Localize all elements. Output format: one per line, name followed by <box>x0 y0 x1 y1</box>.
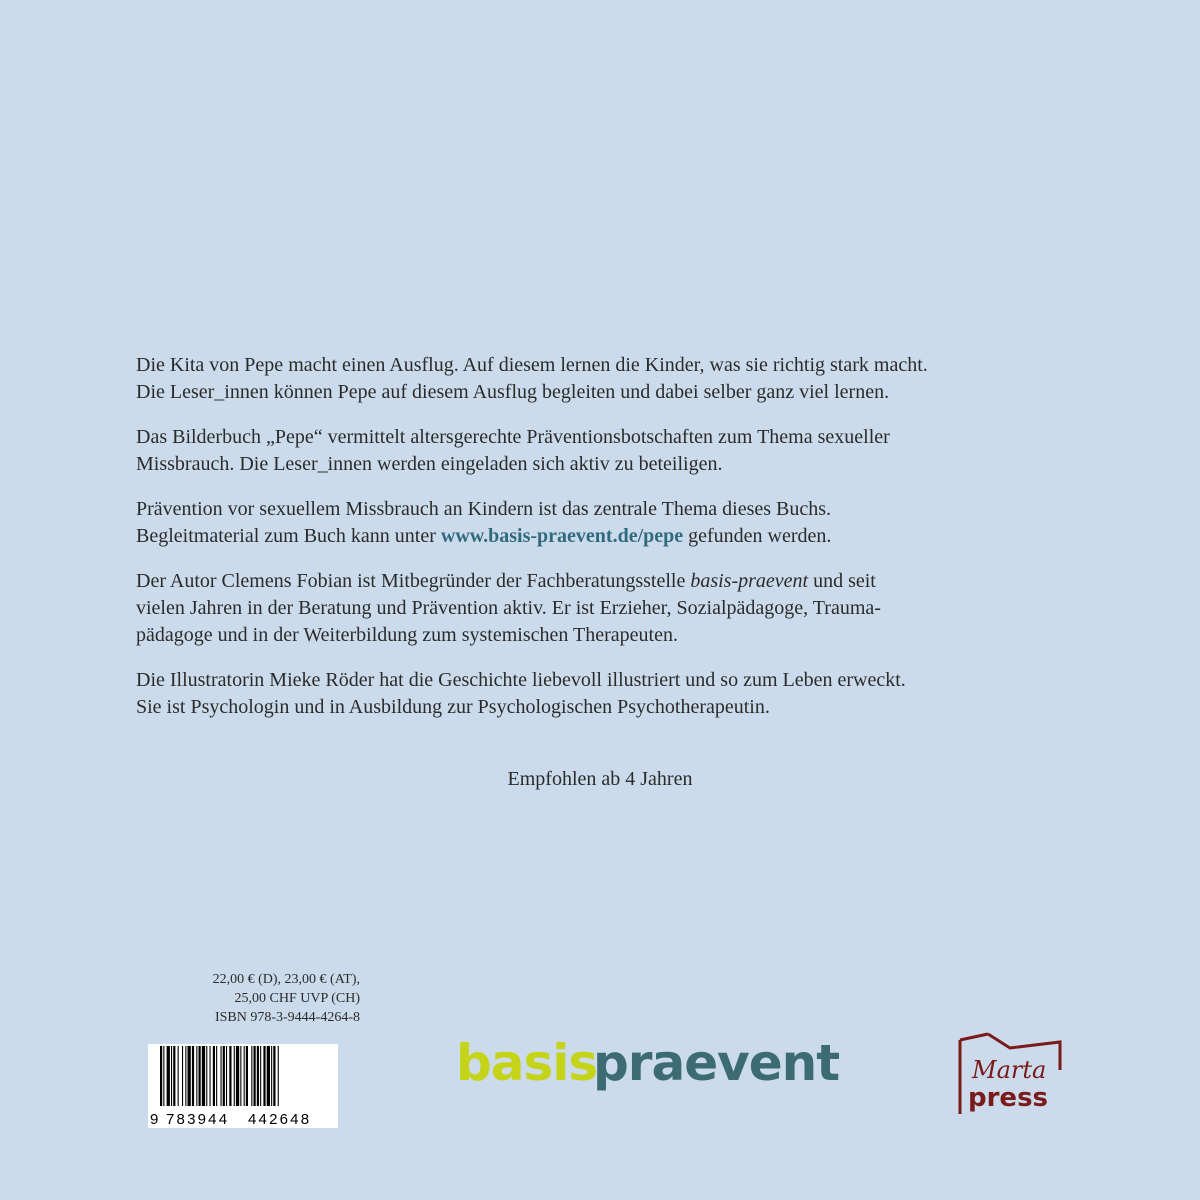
barcode-bar <box>278 1046 279 1106</box>
barcode-bar <box>254 1046 256 1106</box>
text-line: Missbrauch. Die Leser_innen werden eingeladen sich aktiv zu beteiligen. <box>136 453 723 475</box>
text-line: Prävention vor sexuellem Missbrauch an Kindern ist das zentrale Thema dieses Buchs. <box>136 498 832 520</box>
text-line: pädagoge und in der Weiterbildung zum systemischen Therapeuten. <box>136 624 678 646</box>
paragraph-intro <box>136 352 1076 406</box>
barcode-bar <box>240 1046 241 1106</box>
text-fragment: gefunden werden. <box>683 525 832 547</box>
barcode-bar <box>160 1046 162 1106</box>
barcode-bar <box>196 1046 197 1106</box>
barcode-bar <box>221 1046 222 1106</box>
marta-press-logo <box>950 1018 1070 1127</box>
barcode-bar <box>192 1046 194 1106</box>
paragraph-prevention <box>136 496 1076 550</box>
barcode-bar <box>251 1046 252 1106</box>
barcode-bar <box>178 1046 179 1106</box>
barcode-bar <box>226 1046 227 1106</box>
blurb-text <box>136 352 1076 739</box>
barcode-bar <box>185 1046 186 1106</box>
text-line <box>136 568 1076 595</box>
barcode-bar <box>260 1046 261 1106</box>
barcode-bar <box>273 1046 275 1106</box>
barcode-bar <box>173 1046 175 1106</box>
basis-praevent-logo-graphic <box>456 1034 840 1096</box>
organization-name: basis-praevent <box>690 570 809 592</box>
text-line: Sie ist Psychologin und in Ausbildung zur Psychologischen Psychotherapeutin. <box>136 696 770 718</box>
text-line: Die Leser_innen können Pepe auf diesem Ausflug begleiten und dabei selber ganz viel lernen. <box>136 381 890 403</box>
barcode-bar <box>234 1046 235 1106</box>
barcode-graphic <box>148 1044 338 1128</box>
barcode-bar <box>236 1046 239 1106</box>
marta-press-logo-graphic <box>950 1018 1070 1122</box>
paragraph-picture-book <box>136 424 1076 478</box>
barcode-bar <box>210 1046 211 1106</box>
barcode-bar <box>229 1046 231 1106</box>
isbn-line: ISBN 978-3-9444-4264-8 <box>214 1010 360 1025</box>
website-link[interactable]: www.basis-praevent.de/pepe <box>440 525 684 547</box>
barcode-bar <box>163 1046 164 1106</box>
barcode-bar <box>216 1046 217 1106</box>
logo-praevent-text: praevent <box>593 1034 840 1092</box>
barcode-bar <box>199 1046 201 1106</box>
barcode-bar <box>206 1046 207 1106</box>
age-recommendation: Empfohlen ab 4 Jahren <box>507 768 693 790</box>
text-line: Die Kita von Pepe macht einen Ausflug. Auf diesem lernen die Kinder, was sie richtig stark macht. <box>136 354 928 376</box>
barcode-bar <box>263 1046 265 1106</box>
barcode-bar <box>171 1046 172 1106</box>
paragraph-author <box>136 568 1076 649</box>
barcode-bar <box>167 1046 170 1106</box>
paragraph-illustrator <box>136 667 1076 721</box>
logo-marta-text: Marta <box>972 1056 1047 1084</box>
text-fragment: Begleitmaterial zum Buch kann unter <box>136 525 441 547</box>
price-line: 25,00 CHF UVP (CH) <box>234 991 360 1006</box>
barcode-bar <box>244 1046 245 1106</box>
text-line: vielen Jahren in der Beratung und Prävention aktiv. Er ist Erzieher, Sozialpädagoge, Trauma- <box>136 597 881 619</box>
text-line: Die Illustratorin Mieke Röder hat die Geschichte liebevoll illustriert und so zum Leben erweckt. <box>136 669 906 691</box>
barcode-bar <box>213 1046 215 1106</box>
isbn-barcode <box>148 1044 338 1133</box>
barcode-bar <box>182 1046 183 1106</box>
barcode-digits-left: 783944 <box>166 1111 230 1128</box>
barcode-bar <box>223 1046 225 1106</box>
price-info <box>150 970 360 1027</box>
barcode-bar <box>271 1046 272 1106</box>
barcode-bar <box>188 1046 191 1106</box>
barcode-digits-right: 442648 <box>248 1111 312 1128</box>
text-line <box>136 523 1076 550</box>
barcode-bar <box>202 1046 205 1106</box>
price-line: 22,00 € (D), 23,00 € (AT), <box>212 972 360 987</box>
barcode-bar <box>246 1046 248 1106</box>
barcode-bar <box>267 1046 270 1106</box>
text-fragment: und seit <box>808 570 876 592</box>
barcode-bar <box>257 1046 259 1106</box>
logo-basis-text: basis <box>456 1034 598 1092</box>
basis-praevent-logo <box>456 1034 840 1101</box>
barcode-lead-digit: 9 <box>150 1111 159 1128</box>
text-fragment: Der Autor Clemens Fobian ist Mitbegründer der Fachberatungsstelle <box>136 570 691 592</box>
text-line: Das Bilderbuch „Pepe“ vermittelt altersgerechte Präventionsbotschaften zum Thema sexueller <box>136 426 890 448</box>
logo-press-text: press <box>968 1083 1049 1113</box>
